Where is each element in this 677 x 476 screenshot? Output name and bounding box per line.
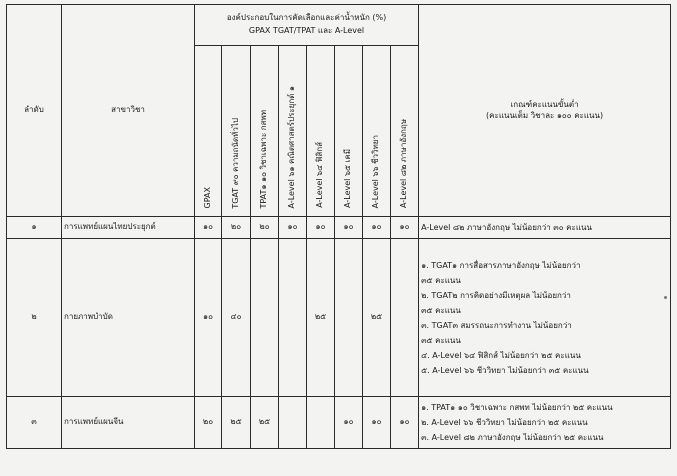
weight-cell: ๑๐ <box>335 217 363 239</box>
weight-cell: ๒๕ <box>307 239 335 397</box>
criteria-line: ๓๕ คะแนน <box>421 335 461 345</box>
criteria-cell <box>419 239 671 397</box>
criteria-cell <box>419 397 671 449</box>
row-number: ๒ <box>7 239 62 397</box>
weight-cell: ๑๐ <box>195 239 222 397</box>
header-component <box>335 46 363 217</box>
header-component <box>222 46 251 217</box>
header-order: ลำดับ <box>7 5 62 217</box>
header-component <box>307 46 335 217</box>
table-row <box>7 217 671 239</box>
component-label: A-Level ๖๖ ชีววิทยา <box>371 134 381 209</box>
component-label: TGAT ๙๐ ความถนัดทั่วไป <box>230 117 240 209</box>
criteria-line: ๑. TPAT๑ ๑๐ วิชาเฉพาะ กสพท ไม่น้อยกว่า ๒๕ คะแนน <box>421 403 613 412</box>
scan-speck <box>664 296 667 299</box>
weight-cell: ๑๐ <box>391 397 419 449</box>
header-criteria <box>419 5 671 217</box>
criteria-line: ๓๕ คะแนน <box>421 305 461 315</box>
criteria-line: ๒. TGAT๒ การคิดอย่างมีเหตุผล ไม่น้อยกว่า <box>421 290 571 300</box>
component-label: A-Level ๖๑ คณิตศาสตร์ประยุกต์ ๑ <box>287 85 297 209</box>
row-number: ๑ <box>7 217 62 239</box>
component-label: A-Level ๘๒ ภาษาอังกฤษ <box>399 119 409 209</box>
header-group-title: องค์ประกอบในการคัดเลือกและค่าน้ำหนัก (%) <box>226 13 387 23</box>
weight-cell <box>279 239 307 397</box>
criteria-line: ๓๕ คะแนน <box>421 275 461 285</box>
row-number: ๓ <box>7 397 62 449</box>
criteria-line: ๕. A-Level ๖๖ ชีววิทยา ไม่น้อยกว่า ๓๕ คะแนน <box>421 365 589 375</box>
header-component <box>195 46 222 217</box>
component-label: A-Level ๖๔ ฟิสิกส์ <box>315 142 325 209</box>
weight-cell: ๒๐ <box>222 217 251 239</box>
header-components-group <box>195 5 419 46</box>
weight-cell: ๑๐ <box>307 217 335 239</box>
criteria-line: ๔. A-Level ๖๔ ฟิสิกส์ ไม่น้อยกว่า ๒๕ คะแนน <box>421 350 581 360</box>
header-component <box>251 46 279 217</box>
weight-cell <box>335 239 363 397</box>
criteria-line: ๑. TGAT๑ การสื่อสารภาษาอังกฤษ ไม่น้อยกว่า <box>421 260 581 270</box>
criteria-line: ๓. A-Level ๘๒ ภาษาอังกฤษ ไม่น้อยกว่า ๒๕ คะแนน <box>421 433 604 442</box>
weight-cell: ๑๐ <box>279 217 307 239</box>
weight-cell <box>251 239 279 397</box>
criteria-line: ๒. A-Level ๖๖ ชีววิทยา ไม่น้อยกว่า ๒๕ คะแนน <box>421 418 588 427</box>
header-major: สาขาวิชา <box>62 5 195 217</box>
weight-cell: ๔๐ <box>222 239 251 397</box>
header-component <box>391 46 419 217</box>
header-criteria-title: เกณฑ์คะแนนขั้นต่ำ <box>510 99 579 109</box>
weight-cell: ๑๐ <box>391 217 419 239</box>
row-major: กายภาพบำบัด <box>62 239 195 397</box>
weight-cell: ๑๐ <box>335 397 363 449</box>
header-component <box>279 46 307 217</box>
weight-cell <box>279 397 307 449</box>
component-label: A-Level ๖๕ เคมี <box>343 149 353 209</box>
weight-cell: ๒๕ <box>363 239 391 397</box>
row-major: การแพทย์แผนไทยประยุกต์ <box>62 217 195 239</box>
table-row <box>7 397 671 449</box>
criteria-cell <box>419 217 671 239</box>
component-label: GPAX <box>202 186 212 209</box>
criteria-line: A-Level ๘๒ ภาษาอังกฤษ ไม่น้อยกว่า ๓๐ คะแนน <box>421 223 592 232</box>
criteria-line: ๓. TGAT๓ สมรรถนะการทำงาน ไม่น้อยกว่า <box>421 320 572 330</box>
row-major: การแพทย์แผนจีน <box>62 397 195 449</box>
table-row <box>7 239 671 397</box>
admission-criteria-table <box>6 4 671 449</box>
weight-cell: ๒๕ <box>251 397 279 449</box>
weight-cell: ๑๐ <box>195 217 222 239</box>
header-component <box>363 46 391 217</box>
weight-cell: ๒๐ <box>195 397 222 449</box>
header-criteria-subtitle: (คะแนนเต็ม วิชาละ ๑๐๐ คะแนน) <box>486 110 604 120</box>
weight-cell: ๒๕ <box>222 397 251 449</box>
weight-cell: ๑๐ <box>363 217 391 239</box>
header-group-subtitle: GPAX TGAT/TPAT และ A-Level <box>248 26 365 35</box>
weight-cell: ๑๐ <box>363 397 391 449</box>
weight-cell <box>307 397 335 449</box>
weight-cell <box>391 239 419 397</box>
weight-cell: ๒๐ <box>251 217 279 239</box>
component-label: TPAT๑ ๑๐ วิชาเฉพาะ กสพท <box>259 109 269 209</box>
